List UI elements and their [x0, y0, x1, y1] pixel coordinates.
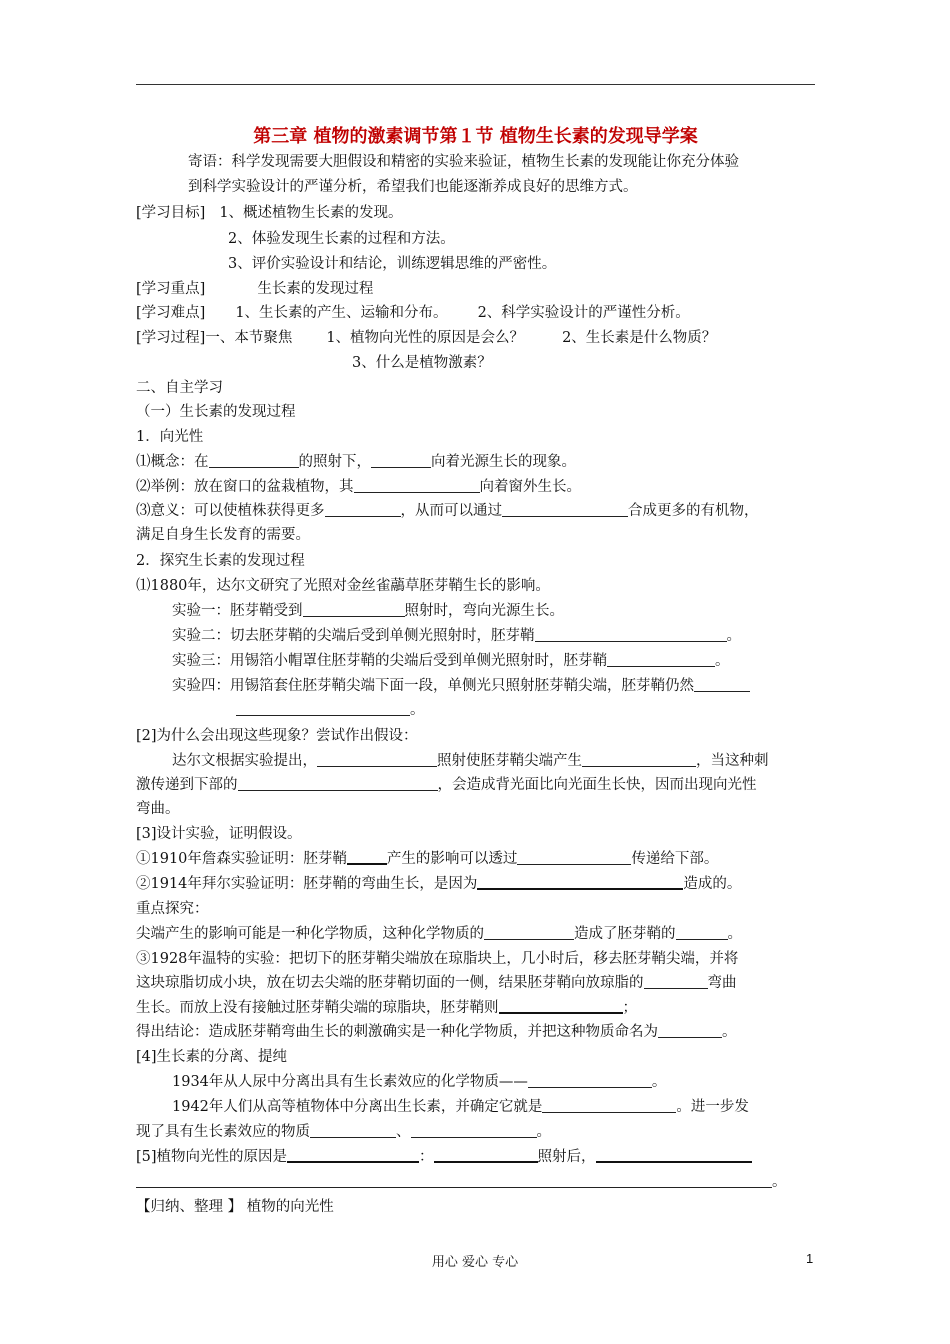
- goals-row: [136, 203, 403, 223]
- intro-line-1: 寄语：科学发现需要大胆假设和精密的实验来验证，植物生长素的发现能让你充分体验: [188, 154, 739, 170]
- hypothesis-3: 弯曲。: [136, 801, 180, 817]
- concept-line: ⑴概念：在 的照射下， 向着光源生长的现象。: [136, 454, 576, 470]
- blank-hyp3[interactable]: [238, 776, 438, 791]
- blank-reason1[interactable]: [287, 1147, 419, 1163]
- process-row: [136, 328, 716, 348]
- paal-line: ②1914年拜尔实验证明：胚芽鞘的弯曲生长，是因为 造成的。: [136, 876, 742, 892]
- blank-1934[interactable]: [528, 1073, 652, 1088]
- difficulty-2: 2、科学实验设计的严谨性分析。: [477, 305, 690, 321]
- difficulty-label: [学习难点]: [136, 305, 206, 321]
- blank-1942[interactable]: [542, 1098, 676, 1113]
- blank-organ[interactable]: [354, 478, 480, 493]
- went-line-2: 这块琼脂切成小块，放在切去尖端的胚芽鞘切面的一侧，结果胚芽鞘向放琼脂的 弯曲: [136, 975, 737, 991]
- blank-reason4[interactable]: [136, 1173, 772, 1188]
- goals-label: [学习目标]: [136, 205, 206, 221]
- page-footer: 用心 爱心 专心: [431, 1255, 519, 1270]
- blank-process[interactable]: [502, 502, 628, 517]
- experiment-3: 实验三：用锡箔小帽罩住胚芽鞘的尖端后受到单侧光照射时，胚芽鞘 。: [172, 653, 730, 669]
- design-line: [3]设计实验，证明假设。: [136, 826, 302, 842]
- experiment-1: 实验一：胚芽鞘受到 照射时，弯向光源生长。: [172, 603, 564, 619]
- goal-2: 2、体验发现生长素的过程和方法。: [228, 231, 455, 247]
- blank-conclusion[interactable]: [658, 1023, 722, 1038]
- blank-went2[interactable]: [499, 998, 623, 1014]
- question-3: 3、什么是植物激素？: [352, 355, 492, 371]
- blank-reason2[interactable]: [434, 1147, 538, 1163]
- blank-plant[interactable]: [371, 453, 431, 468]
- reason-line-2: 。: [136, 1172, 787, 1192]
- experiment-2: 实验二：切去胚芽鞘的尖端后受到单侧光照射时，胚芽鞘 。: [172, 628, 741, 644]
- year-1934-line: 1934年从人尿中分离出具有生长素效应的化学物质—— 。: [172, 1074, 667, 1090]
- blank-tip2[interactable]: [676, 925, 728, 940]
- heading-phototropism: 1．向光性: [136, 429, 204, 445]
- example-line: ⑵举例：放在窗口的盆栽植物，其 向着窗外生长。: [136, 479, 581, 495]
- process-label: [学习过程]一、本节聚焦: [136, 330, 293, 346]
- reason-line: [5]植物向光性的原因是 ： 照射后，: [136, 1147, 752, 1167]
- key-label: 重点探究：: [136, 901, 209, 917]
- year-1942-line-2: 现了具有生长素效应的物质 、 。: [136, 1124, 551, 1140]
- tip-line: 尖端产生的影响可能是一种化学物质，这种化学物质的 造成了胚芽鞘的 。: [136, 926, 742, 942]
- blank-substance2[interactable]: [411, 1123, 537, 1138]
- experiment-4-cont: 。: [236, 700, 425, 720]
- blank-exp1[interactable]: [303, 602, 405, 617]
- heading-discovery: 2．探究生长素的发现过程: [136, 553, 305, 569]
- blank-reason3[interactable]: [596, 1147, 752, 1163]
- blank-exp2[interactable]: [535, 627, 727, 642]
- question-2: 2、生长素是什么物质？: [562, 330, 717, 346]
- meaning-line-2: 满足自身生长发育的需要。: [136, 527, 310, 543]
- conclusion-line: 得出结论：造成胚芽鞘弯曲生长的刺激确实是一种化学物质，并把这种物质命名为 。: [136, 1024, 737, 1040]
- blank-jensen1[interactable]: [347, 849, 387, 865]
- year-1942-line: 1942年人们从高等植物体中分离出生长素，并确定它就是 。进一步发: [172, 1099, 749, 1115]
- question-1: 1、植物向光性的原因是会么？: [326, 330, 525, 346]
- why-line: [2]为什么会出现这些现象？尝试作出假设：: [136, 728, 418, 744]
- focus-text: 生长素的发现过程: [257, 281, 374, 297]
- blank-jensen2[interactable]: [517, 850, 631, 865]
- focus-label: [学习重点]: [136, 281, 206, 297]
- intro-line-2: 到科学实验设计的严谨分析，希望我们也能逐渐养成良好的思维方式。: [188, 179, 638, 195]
- goal-3: 3、评价实验设计和结论，训练逻辑思维的严密性。: [228, 256, 557, 272]
- hypothesis-1: 达尔文根据实验提出， 照射使胚芽鞘尖端产生 ，当这种刺: [172, 753, 769, 769]
- blank-went1[interactable]: [644, 974, 708, 989]
- blank-hyp1[interactable]: [317, 752, 437, 767]
- difficulty-row: [136, 303, 690, 323]
- went-line-3: 生长。而放上没有接触过胚芽鞘尖端的琼脂块，胚芽鞘则 ；: [136, 1000, 637, 1016]
- meaning-line: ⑶意义：可以使植株获得更多 ，从而可以通过 合成更多的有机物，: [136, 503, 759, 519]
- focus-row: [136, 279, 373, 299]
- difficulty-1: 1、生长素的产生、运输和分布。: [235, 305, 448, 321]
- experiment-4: 实验四：用锡箔套住胚芽鞘尖端下面一段，单侧光只照射胚芽鞘尖端，胚芽鞘仍然: [172, 676, 750, 696]
- blank-exp4a[interactable]: [694, 677, 750, 692]
- page-number: 1: [806, 1251, 814, 1266]
- blank-substance1[interactable]: [310, 1123, 396, 1138]
- header-rule: [136, 84, 815, 85]
- goal-1: 1、概述植物生长素的发现。: [219, 205, 403, 221]
- went-line-1: ③1928年温特的实验：把切下的胚芽鞘尖端放在琼脂块上，几小时后，移去胚芽鞘尖端，并将: [136, 951, 739, 967]
- page-title: 第三章 植物的激素调节第１节 植物生长素的发现导学案: [253, 126, 698, 147]
- blank-hyp2[interactable]: [582, 752, 696, 767]
- blank-exp3[interactable]: [607, 652, 715, 667]
- jensen-line: ①1910年詹森实验证明：胚芽鞘 产生的影响可以透过 传递给下部。: [136, 851, 719, 867]
- summary-heading: 【归纳、整理 】 植物的向光性: [136, 1199, 334, 1215]
- blank-gain[interactable]: [325, 502, 401, 517]
- darwin-line: ⑴1880年，达尔文研究了光照对金丝雀虉草胚芽鞘生长的影响。: [136, 578, 550, 594]
- blank-paal[interactable]: [477, 874, 683, 890]
- isolation-heading: [4]生长素的分离、提纯: [136, 1049, 288, 1065]
- blank-tip1[interactable]: [484, 925, 574, 940]
- blank-exp4b[interactable]: [236, 701, 410, 716]
- hypothesis-2: 激传递到下部的 ，会造成背光面比向光面生长快，因而出现向光性: [136, 777, 757, 793]
- blank-light[interactable]: [209, 453, 299, 468]
- section-self-study: 二、自主学习: [136, 380, 223, 396]
- subsection-discovery: （一）生长素的发现过程: [136, 404, 296, 420]
